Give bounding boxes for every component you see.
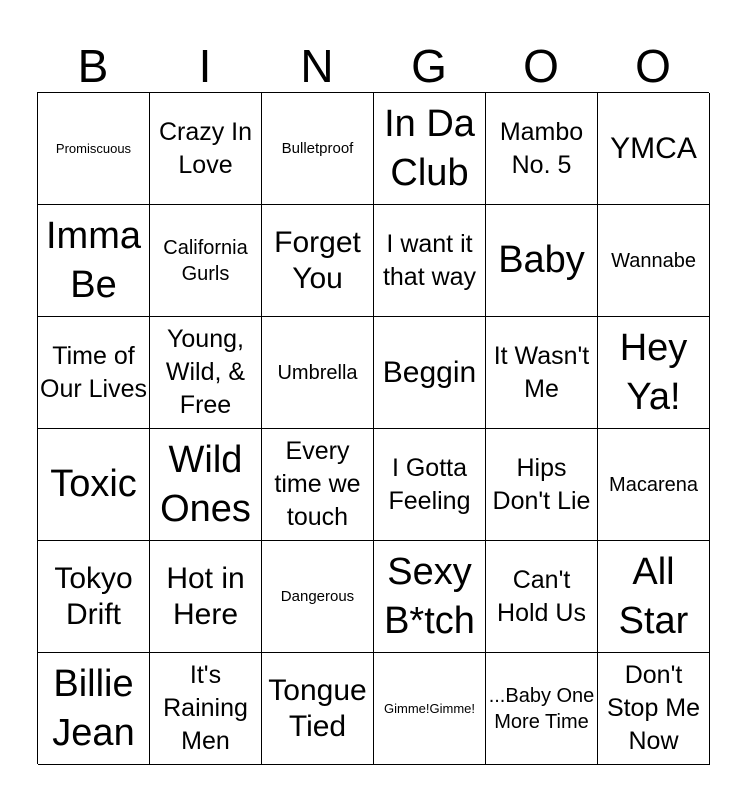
bingo-cell[interactable]: YMCA — [598, 93, 710, 205]
bingo-cell[interactable]: Sexy B*tch — [374, 541, 486, 653]
bingo-cell[interactable]: Bulletproof — [262, 93, 374, 205]
bingo-cell[interactable]: Tokyo Drift — [38, 541, 150, 653]
bingo-header — [37, 40, 709, 92]
bingo-cell[interactable]: Gimme!Gimme! — [374, 653, 486, 765]
bingo-cell[interactable]: Forget You — [262, 205, 374, 317]
bingo-cell[interactable]: Hips Don't Lie — [486, 429, 598, 541]
header-letter-n: N — [300, 40, 334, 92]
bingo-cell[interactable]: Promiscuous — [38, 93, 150, 205]
bingo-cell[interactable]: In Da Club — [374, 93, 486, 205]
bingo-cell[interactable]: Every time we touch — [262, 429, 374, 541]
bingo-cell[interactable]: Macarena — [598, 429, 710, 541]
header-letter-o: O — [523, 40, 559, 92]
bingo-cell[interactable]: Don't Stop Me Now — [598, 653, 710, 765]
bingo-cell[interactable]: Mambo No. 5 — [486, 93, 598, 205]
bingo-cell[interactable]: It Wasn't Me — [486, 317, 598, 429]
bingo-cell[interactable]: Umbrella — [262, 317, 374, 429]
bingo-cell[interactable]: Toxic — [38, 429, 150, 541]
bingo-cell[interactable]: Wannabe — [598, 205, 710, 317]
bingo-cell[interactable]: Wild Ones — [150, 429, 262, 541]
header-letter-b: B — [77, 40, 109, 92]
bingo-cell[interactable]: It's Raining Men — [150, 653, 262, 765]
bingo-cell[interactable]: California Gurls — [150, 205, 262, 317]
header-letter-i: I — [198, 40, 212, 92]
bingo-cell[interactable]: Crazy In Love — [150, 93, 262, 205]
bingo-cell[interactable]: I Gotta Feeling — [374, 429, 486, 541]
bingo-cell[interactable]: Time of Our Lives — [38, 317, 150, 429]
header-letter-o-2: O — [635, 40, 671, 92]
bingo-cell[interactable]: Hot in Here — [150, 541, 262, 653]
bingo-grid — [37, 92, 709, 764]
bingo-cell[interactable]: Billie Jean — [38, 653, 150, 765]
bingo-cell[interactable]: Tongue Tied — [262, 653, 374, 765]
bingo-cell[interactable]: Beggin — [374, 317, 486, 429]
bingo-cell[interactable]: Can't Hold Us — [486, 541, 598, 653]
bingo-cell[interactable]: Young, Wild, & Free — [150, 317, 262, 429]
bingo-cell[interactable]: Baby — [486, 205, 598, 317]
bingo-cell[interactable]: Imma Be — [38, 205, 150, 317]
header-letter-g: G — [411, 40, 447, 92]
bingo-cell[interactable]: Hey Ya! — [598, 317, 710, 429]
bingo-cell[interactable]: All Star — [598, 541, 710, 653]
bingo-cell[interactable]: I want it that way — [374, 205, 486, 317]
bingo-cell[interactable]: Dangerous — [262, 541, 374, 653]
bingo-cell[interactable]: ...Baby One More Time — [486, 653, 598, 765]
